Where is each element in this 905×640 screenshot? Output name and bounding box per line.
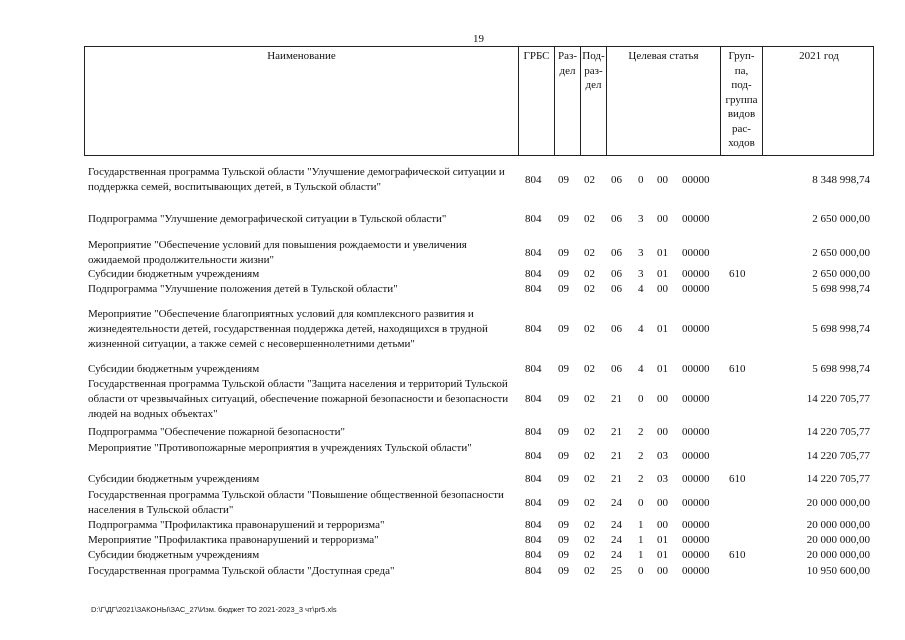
cell-target-program: 06 bbox=[611, 323, 622, 335]
cell-name: Субсидии бюджетным учреждениям bbox=[88, 363, 260, 375]
table-row bbox=[84, 238, 874, 268]
cell-target-program: 06 bbox=[611, 173, 622, 186]
file-path-footer: D:\Г\ДГ\2021\ЗАКОНЫ\ЗАС_27\Изм. бюджет ТО 2021-2023_3 чт\pr5.xls bbox=[91, 605, 337, 614]
cell-target-subprogram: 4 bbox=[638, 323, 644, 335]
cell-target-direction: 00000 bbox=[682, 173, 710, 186]
cell-name: Государственная программа Тульской области "Улучшение демографической ситуации и поддержка семей, воспитывающих детей, в Тульской области" bbox=[88, 166, 505, 193]
cell-target-direction: 00000 bbox=[682, 496, 710, 509]
header-year-2021: 2021 год bbox=[799, 50, 839, 62]
cell-target-program: 25 bbox=[611, 565, 622, 577]
cell-podrazdel: 02 bbox=[584, 565, 595, 577]
cell-target-event: 00 bbox=[657, 283, 668, 295]
cell-target-event: 00 bbox=[657, 213, 668, 225]
cell-name: Мероприятие "Обеспечение условий для повышения рождаемости и увеличения ожидаемой продолжительности жизни" bbox=[88, 239, 467, 266]
cell-amount-2021: 14 220 705,77 bbox=[806, 449, 870, 462]
cell-target-subprogram: 3 bbox=[638, 246, 644, 259]
cell-name: Субсидии бюджетным учреждениям bbox=[88, 268, 260, 280]
cell-podrazdel: 02 bbox=[584, 213, 595, 225]
cell-target-event: 00 bbox=[657, 173, 668, 186]
cell-grbs: 804 bbox=[525, 393, 542, 405]
cell-grbs: 804 bbox=[525, 534, 542, 546]
cell-expense-type: 610 bbox=[729, 473, 746, 485]
table-row bbox=[84, 267, 874, 282]
cell-podrazdel: 02 bbox=[584, 496, 595, 509]
cell-grbs: 804 bbox=[525, 549, 542, 561]
cell-podrazdel: 02 bbox=[584, 519, 595, 531]
cell-podrazdel: 02 bbox=[584, 268, 595, 280]
table-row bbox=[84, 425, 874, 440]
cell-target-direction: 00000 bbox=[682, 246, 710, 259]
cell-name: Подпрограмма "Профилактика правонарушений и терроризма" bbox=[88, 519, 385, 531]
cell-target-program: 06 bbox=[611, 213, 622, 225]
cell-razdel: 09 bbox=[558, 473, 569, 485]
cell-grbs: 804 bbox=[525, 173, 542, 186]
cell-amount-2021: 20 000 000,00 bbox=[806, 534, 870, 546]
cell-target-subprogram: 4 bbox=[638, 363, 644, 375]
cell-name: Подпрограмма "Обеспечение пожарной безопасности" bbox=[88, 426, 345, 438]
cell-target-subprogram: 4 bbox=[638, 283, 644, 295]
header-expense-group: Груп- па, под- группа видов рас- ходов bbox=[721, 47, 763, 155]
cell-expense-type: 610 bbox=[729, 268, 746, 280]
cell-amount-2021: 2 650 000,00 bbox=[812, 268, 870, 280]
cell-podrazdel: 02 bbox=[584, 549, 595, 561]
cell-target-event: 03 bbox=[657, 449, 668, 462]
cell-target-event: 00 bbox=[657, 496, 668, 509]
cell-podrazdel: 02 bbox=[584, 173, 595, 186]
cell-expense-type: 610 bbox=[729, 549, 746, 561]
cell-target-program: 24 bbox=[611, 519, 622, 531]
cell-grbs: 804 bbox=[525, 565, 542, 577]
cell-target-program: 21 bbox=[611, 393, 622, 405]
cell-razdel: 09 bbox=[558, 268, 569, 280]
cell-razdel: 09 bbox=[558, 323, 569, 335]
cell-expense-type: 610 bbox=[729, 363, 746, 375]
cell-amount-2021: 20 000 000,00 bbox=[806, 496, 870, 509]
cell-podrazdel: 02 bbox=[584, 323, 595, 335]
cell-razdel: 09 bbox=[558, 449, 569, 462]
cell-name: Подпрограмма "Улучшение демографической ситуации в Тульской области" bbox=[88, 213, 447, 225]
table-row bbox=[84, 377, 874, 422]
cell-podrazdel: 02 bbox=[584, 393, 595, 405]
cell-name: Субсидии бюджетным учреждениям bbox=[88, 549, 260, 561]
cell-razdel: 09 bbox=[558, 283, 569, 295]
cell-target-direction: 00000 bbox=[682, 393, 710, 405]
cell-target-direction: 00000 bbox=[682, 519, 710, 531]
cell-razdel: 09 bbox=[558, 549, 569, 561]
cell-grbs: 804 bbox=[525, 496, 542, 509]
cell-podrazdel: 02 bbox=[584, 449, 595, 462]
cell-target-direction: 00000 bbox=[682, 565, 710, 577]
cell-razdel: 09 bbox=[558, 565, 569, 577]
table-row bbox=[84, 212, 874, 227]
cell-target-program: 21 bbox=[611, 426, 622, 438]
cell-target-event: 01 bbox=[657, 549, 668, 561]
cell-podrazdel: 02 bbox=[584, 283, 595, 295]
table-row bbox=[84, 165, 874, 195]
cell-name: Государственная программа Тульской области "Доступная среда" bbox=[88, 565, 395, 577]
header-target-article: Целевая статья bbox=[607, 47, 721, 155]
cell-name: Мероприятие "Противопожарные мероприятия в учреждениях Тульской области" bbox=[88, 442, 472, 454]
cell-razdel: 09 bbox=[558, 213, 569, 225]
cell-target-subprogram: 3 bbox=[638, 268, 644, 280]
cell-amount-2021: 20 000 000,00 bbox=[806, 549, 870, 561]
cell-target-direction: 00000 bbox=[682, 534, 710, 546]
cell-amount-2021: 10 950 600,00 bbox=[806, 565, 870, 577]
cell-razdel: 09 bbox=[558, 496, 569, 509]
cell-target-event: 01 bbox=[657, 246, 668, 259]
cell-target-direction: 00000 bbox=[682, 426, 710, 438]
cell-razdel: 09 bbox=[558, 534, 569, 546]
cell-grbs: 804 bbox=[525, 449, 542, 462]
cell-target-program: 06 bbox=[611, 363, 622, 375]
page-number: 19 bbox=[473, 33, 484, 45]
table-row bbox=[84, 564, 874, 579]
cell-name: Мероприятие "Профилактика правонарушений и терроризма" bbox=[88, 534, 379, 546]
cell-amount-2021: 14 220 705,77 bbox=[806, 393, 870, 405]
cell-target-event: 01 bbox=[657, 323, 668, 335]
cell-podrazdel: 02 bbox=[584, 473, 595, 485]
cell-target-event: 00 bbox=[657, 393, 668, 405]
cell-target-program: 06 bbox=[611, 268, 622, 280]
cell-name: Субсидии бюджетным учреждениям bbox=[88, 473, 260, 485]
cell-razdel: 09 bbox=[558, 246, 569, 259]
cell-target-subprogram: 3 bbox=[638, 213, 644, 225]
cell-grbs: 804 bbox=[525, 268, 542, 280]
cell-target-event: 01 bbox=[657, 534, 668, 546]
cell-target-subprogram: 2 bbox=[638, 426, 644, 438]
cell-name: Государственная программа Тульской области "Защита населения и территорий Тульской области от чрезвычайных ситуаций, обеспечение пожарной безопасности и безопасности людей на водных объектах" bbox=[88, 378, 509, 420]
cell-podrazdel: 02 bbox=[584, 363, 595, 375]
table-row bbox=[84, 548, 874, 563]
table-row bbox=[84, 533, 874, 548]
cell-target-direction: 00000 bbox=[682, 213, 710, 225]
cell-grbs: 804 bbox=[525, 246, 542, 259]
cell-razdel: 09 bbox=[558, 173, 569, 186]
cell-grbs: 804 bbox=[525, 363, 542, 375]
cell-target-subprogram: 2 bbox=[638, 473, 644, 485]
cell-target-direction: 00000 bbox=[682, 283, 710, 295]
table-row bbox=[84, 472, 874, 487]
cell-amount-2021: 5 698 998,74 bbox=[812, 283, 870, 295]
cell-target-event: 00 bbox=[657, 565, 668, 577]
header-grbs: ГРБС bbox=[519, 47, 555, 155]
cell-target-program: 06 bbox=[611, 283, 622, 295]
table-row bbox=[84, 282, 874, 297]
cell-amount-2021: 2 650 000,00 bbox=[812, 246, 870, 259]
cell-grbs: 804 bbox=[525, 519, 542, 531]
cell-amount-2021: 14 220 705,77 bbox=[806, 426, 870, 438]
cell-target-program: 21 bbox=[611, 449, 622, 462]
cell-target-program: 21 bbox=[611, 473, 622, 485]
cell-target-event: 00 bbox=[657, 519, 668, 531]
cell-grbs: 804 bbox=[525, 283, 542, 295]
cell-target-program: 24 bbox=[611, 534, 622, 546]
table-header bbox=[84, 46, 874, 156]
cell-razdel: 09 bbox=[558, 393, 569, 405]
cell-target-subprogram: 1 bbox=[638, 519, 644, 531]
cell-amount-2021: 2 650 000,00 bbox=[812, 213, 870, 225]
cell-target-subprogram: 1 bbox=[638, 534, 644, 546]
cell-target-direction: 00000 bbox=[682, 549, 710, 561]
cell-amount-2021: 8 348 998,74 bbox=[812, 173, 870, 186]
table-row bbox=[84, 488, 874, 518]
cell-amount-2021: 14 220 705,77 bbox=[806, 473, 870, 485]
cell-target-direction: 00000 bbox=[682, 473, 710, 485]
cell-name: Государственная программа Тульской области "Повышение общественной безопасности населения в Тульской области" bbox=[88, 489, 504, 516]
cell-grbs: 804 bbox=[525, 213, 542, 225]
cell-podrazdel: 02 bbox=[584, 534, 595, 546]
cell-amount-2021: 20 000 000,00 bbox=[806, 519, 870, 531]
cell-target-event: 01 bbox=[657, 268, 668, 280]
cell-name: Мероприятие "Обеспечение благоприятных условий для комплексного развития и жизнедеятельности детей, государственная поддержка детей, находящихся в трудной жизненной ситуации, а также семей с несовершеннолетними детьми" bbox=[88, 308, 488, 350]
cell-grbs: 804 bbox=[525, 473, 542, 485]
cell-target-program: 06 bbox=[611, 246, 622, 259]
table-row bbox=[84, 441, 874, 471]
table-row bbox=[84, 307, 874, 352]
header-razdel: Раз- дел bbox=[555, 47, 581, 155]
cell-target-event: 00 bbox=[657, 426, 668, 438]
cell-target-program: 24 bbox=[611, 496, 622, 509]
cell-target-event: 01 bbox=[657, 363, 668, 375]
cell-podrazdel: 02 bbox=[584, 246, 595, 259]
cell-target-subprogram: 0 bbox=[638, 173, 644, 186]
cell-target-program: 24 bbox=[611, 549, 622, 561]
cell-target-subprogram: 1 bbox=[638, 549, 644, 561]
cell-target-direction: 00000 bbox=[682, 449, 710, 462]
cell-name: Подпрограмма "Улучшение положения детей в Тульской области" bbox=[88, 283, 398, 295]
cell-podrazdel: 02 bbox=[584, 426, 595, 438]
cell-razdel: 09 bbox=[558, 426, 569, 438]
cell-grbs: 804 bbox=[525, 323, 542, 335]
cell-target-subprogram: 0 bbox=[638, 393, 644, 405]
cell-grbs: 804 bbox=[525, 426, 542, 438]
cell-target-subprogram: 2 bbox=[638, 449, 644, 462]
cell-target-direction: 00000 bbox=[682, 268, 710, 280]
cell-razdel: 09 bbox=[558, 519, 569, 531]
table-row bbox=[84, 362, 874, 377]
cell-amount-2021: 5 698 998,74 bbox=[812, 363, 870, 375]
cell-amount-2021: 5 698 998,74 bbox=[812, 323, 870, 335]
table-row bbox=[84, 518, 874, 533]
header-podrazdel: Под- раз- дел bbox=[581, 47, 607, 155]
cell-target-direction: 00000 bbox=[682, 323, 710, 335]
cell-target-subprogram: 0 bbox=[638, 496, 644, 509]
cell-target-subprogram: 0 bbox=[638, 565, 644, 577]
cell-target-direction: 00000 bbox=[682, 363, 710, 375]
cell-razdel: 09 bbox=[558, 363, 569, 375]
header-name: Наименование bbox=[85, 47, 519, 155]
cell-target-event: 03 bbox=[657, 473, 668, 485]
